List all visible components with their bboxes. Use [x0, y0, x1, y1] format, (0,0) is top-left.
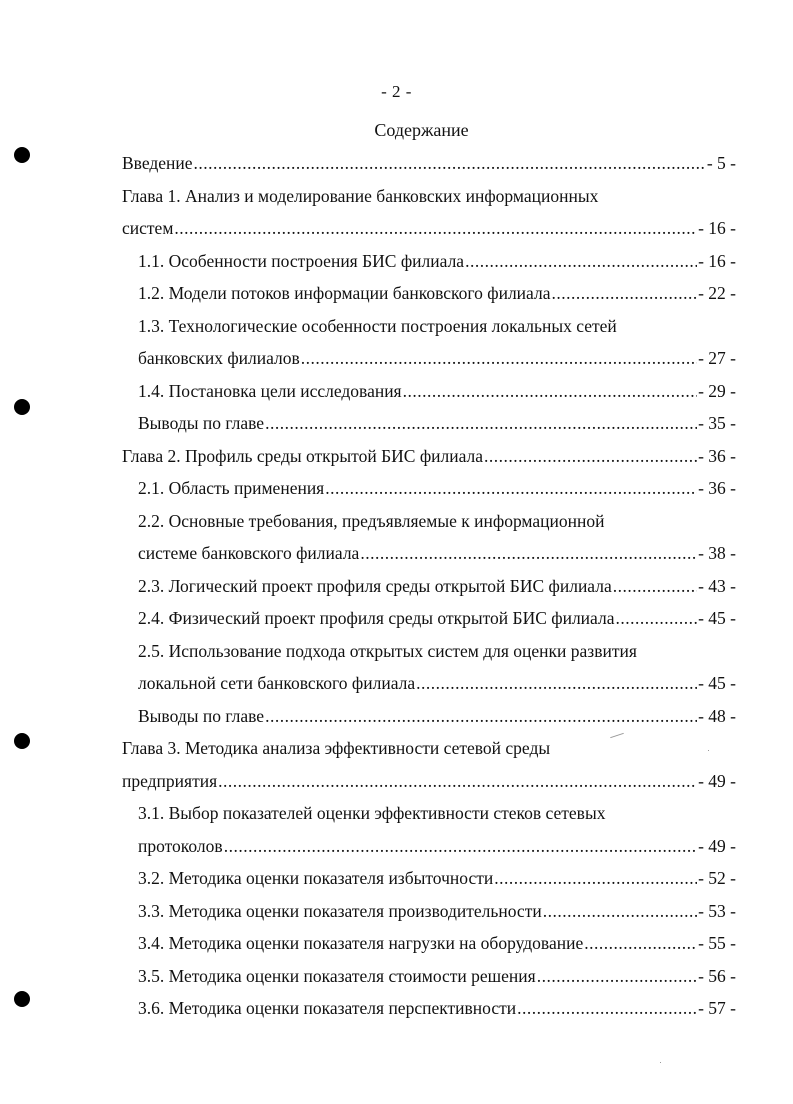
binding-hole-1: [14, 147, 30, 163]
toc-entry: [122, 830, 736, 863]
toc-entry: [122, 180, 736, 213]
toc-entry-text: 1.1. Особенности построения БИС филиала: [138, 250, 465, 271]
toc-entry-page: - 16 -: [698, 218, 736, 238]
toc-entry-page: - 56 -: [698, 965, 736, 986]
toc-leader-dots: [218, 765, 697, 798]
toc-entry-page: - 36 -: [698, 445, 736, 466]
toc-entry: [122, 635, 736, 668]
toc-entry-text: Глава 1. Анализ и моделирование банковских информационных: [122, 185, 599, 206]
toc-entry-page: - 49 -: [698, 770, 736, 791]
toc-entry-text: 3.5. Методика оценки показателя стоимости решения: [138, 965, 536, 986]
toc-entry-page: - 52 -: [698, 868, 736, 888]
toc-entry: [122, 797, 736, 830]
toc-leader-dots: [517, 992, 697, 1025]
toc-entry-text: 2.3. Логический проект профиля среды открытой БИС филиала: [138, 575, 612, 596]
toc-leader-dots: [325, 472, 697, 505]
toc-entry-page: - 53 -: [698, 900, 736, 921]
toc-entry-text: 1.4. Постановка цели исследования: [138, 380, 402, 401]
toc-entry: [122, 732, 736, 765]
toc-entry: [122, 537, 736, 570]
toc-entry-page: - 57 -: [698, 998, 736, 1018]
toc-entry: [122, 570, 736, 603]
toc-entry-page: - 29 -: [698, 380, 736, 401]
toc-leader-dots: [403, 375, 697, 408]
toc-entry-text: 3.1. Выбор показателей оценки эффективности стеков сетевых: [138, 803, 606, 823]
toc-entry-text: 2.2. Основные требования, предъявляемые к информационной: [138, 510, 605, 531]
toc-leader-dots: [484, 440, 697, 473]
toc-entry-text: Выводы по главе: [138, 413, 265, 433]
toc-entry: [122, 472, 736, 505]
toc-entry-text: Глава 3. Методика анализа эффективности сетевой среды: [122, 738, 551, 758]
toc-entry-text: системе банковского филиала: [138, 543, 360, 563]
toc-entry: [122, 895, 736, 928]
toc-leader-dots: [194, 147, 706, 180]
toc-leader-dots: [551, 277, 697, 310]
toc-entry: [122, 667, 736, 700]
toc-entry-text: 2.5. Использование подхода открытых систем для оценки развития: [138, 640, 637, 661]
toc-entry-text: локальной сети банковского филиала: [138, 673, 416, 693]
toc-entry-text: 2.1. Область применения: [138, 478, 325, 498]
toc-leader-dots: [613, 570, 697, 603]
scan-artifact: [660, 1062, 661, 1063]
toc-entry: [122, 212, 736, 245]
toc-entry-text: 3.6. Методика оценки показателя перспективности: [138, 998, 517, 1018]
toc-entry: [122, 765, 736, 798]
toc-entry-text: 3.4. Методика оценки показателя нагрузки на оборудование: [138, 933, 584, 953]
toc-leader-dots: [174, 212, 697, 245]
toc-entry-text: 3.3. Методика оценки показателя производительности: [138, 900, 542, 921]
toc-entry-text: Выводы по главе: [138, 705, 265, 726]
toc-entry: [122, 310, 736, 343]
toc-entry: [122, 407, 736, 440]
binding-hole-3: [14, 733, 30, 749]
toc-entry-page: - 49 -: [698, 835, 736, 856]
toc-entry-text: 1.3. Технологические особенности построения локальных сетей: [138, 315, 617, 336]
toc-entry-page: - 38 -: [698, 543, 736, 563]
toc-leader-dots: [537, 960, 697, 993]
toc-entry: [122, 245, 736, 278]
toc-entry-page: - 27 -: [698, 348, 736, 368]
toc-entry-text: 2.4. Физический проект профиля среды открытой БИС филиала: [138, 608, 615, 628]
toc-entry-text: систем: [122, 218, 174, 238]
toc-entry-page: - 22 -: [698, 283, 736, 303]
table-of-contents: [122, 147, 736, 1025]
toc-entry: [122, 927, 736, 960]
toc-entry-page: - 55 -: [698, 933, 736, 953]
toc-entry: [122, 862, 736, 895]
toc-entry: [122, 700, 736, 733]
toc-leader-dots: [265, 407, 697, 440]
toc-entry: [122, 992, 736, 1025]
toc-entry-text: Глава 2. Профиль среды открытой БИС филиала: [122, 445, 484, 466]
binding-hole-2: [14, 399, 30, 415]
toc-entry-page: - 36 -: [698, 478, 736, 498]
toc-entry-text: предприятия: [122, 770, 218, 791]
toc-leader-dots: [301, 342, 697, 375]
toc-leader-dots: [615, 602, 697, 635]
toc-leader-dots: [265, 700, 697, 733]
toc-entry: [122, 440, 736, 473]
toc-leader-dots: [494, 862, 697, 895]
toc-entry-page: - 45 -: [698, 673, 736, 693]
toc-entry: [122, 375, 736, 408]
toc-entry-page: - 35 -: [698, 413, 736, 433]
toc-entry-text: 1.2. Модели потоков информации банковского филиала: [138, 283, 551, 303]
toc-entry-text: Введение: [122, 153, 193, 173]
toc-entry-page: - 45 -: [698, 608, 736, 628]
toc-leader-dots: [360, 537, 697, 570]
toc-leader-dots: [224, 830, 697, 863]
toc-entry-text: 3.2. Методика оценки показателя избыточности: [138, 868, 494, 888]
toc-entry-page: - 43 -: [698, 575, 736, 596]
toc-leader-dots: [543, 895, 697, 928]
toc-leader-dots: [416, 667, 697, 700]
toc-entry: [122, 147, 736, 180]
toc-title: Содержание: [374, 120, 469, 140]
page-number: - 2 -: [381, 82, 412, 101]
toc-entry: [122, 505, 736, 538]
toc-entry-page: - 5 -: [706, 153, 736, 173]
toc-entry-text: банковских филиалов: [138, 348, 300, 368]
toc-entry: [122, 960, 736, 993]
toc-leader-dots: [465, 245, 697, 278]
toc-leader-dots: [584, 927, 697, 960]
binding-hole-4: [14, 991, 30, 1007]
toc-entry: [122, 277, 736, 310]
toc-entry-text: протоколов: [138, 835, 223, 856]
toc-entry-page: - 16 -: [698, 250, 736, 271]
toc-entry: [122, 342, 736, 375]
toc-entry: [122, 602, 736, 635]
toc-entry-page: - 48 -: [698, 705, 736, 726]
